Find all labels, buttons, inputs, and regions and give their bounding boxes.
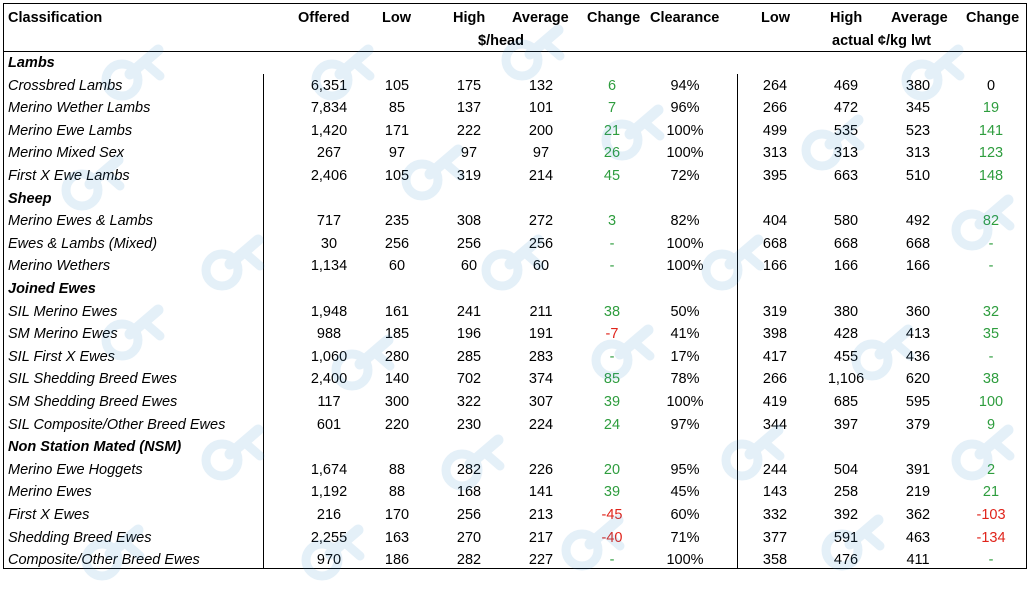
cell-high: 322 bbox=[456, 394, 482, 410]
cell-high2: 428 bbox=[833, 326, 859, 343]
cell-low2: 244 bbox=[762, 461, 788, 478]
header-clearance: Clearance bbox=[650, 10, 720, 26]
row-label: Shedding Breed Ewes bbox=[8, 529, 152, 546]
section-heading: Lambs bbox=[8, 55, 55, 71]
cell-high2: 455 bbox=[833, 348, 859, 365]
cell-change2: 123 bbox=[978, 145, 1004, 162]
cell-clearance: 100% bbox=[666, 145, 704, 162]
cell-change2: 38 bbox=[982, 371, 1000, 388]
cell-high: 196 bbox=[456, 326, 482, 343]
cell-change2: 141 bbox=[978, 122, 1004, 139]
cell-average: 283 bbox=[528, 348, 554, 365]
cell-clearance: 100% bbox=[666, 122, 704, 139]
cell-average: 374 bbox=[528, 371, 554, 388]
cell-change: 21 bbox=[603, 122, 621, 139]
cell-change2: 21 bbox=[982, 484, 1000, 501]
cell-low2: 417 bbox=[762, 348, 788, 365]
row-label: SM Shedding Breed Ewes bbox=[8, 394, 178, 410]
cell-offered: 30 bbox=[320, 235, 338, 252]
cell-change2: 148 bbox=[978, 168, 1004, 184]
cell-change: 20 bbox=[603, 461, 621, 478]
cell-offered: 1,948 bbox=[310, 303, 348, 320]
cell-offered: 1,420 bbox=[310, 122, 348, 139]
cell-offered: 216 bbox=[316, 507, 342, 523]
cell-change: - bbox=[609, 235, 615, 252]
header-divider bbox=[3, 51, 1027, 52]
cell-change2: 2 bbox=[986, 461, 996, 478]
cell-clearance: 100% bbox=[666, 235, 704, 252]
header-low-kg: Low bbox=[761, 10, 790, 26]
cell-offered: 1,060 bbox=[310, 348, 348, 365]
cell-change: 3 bbox=[607, 213, 617, 230]
row-label: SIL Merino Ewes bbox=[8, 303, 118, 320]
cell-average2: 463 bbox=[905, 529, 931, 546]
cell-offered: 970 bbox=[316, 552, 342, 569]
cell-high: 702 bbox=[456, 371, 482, 388]
cell-high: 222 bbox=[456, 122, 482, 139]
cell-low: 88 bbox=[388, 484, 406, 501]
cell-low2: 398 bbox=[762, 326, 788, 343]
cell-low2: 332 bbox=[762, 507, 788, 523]
cell-low2: 266 bbox=[762, 371, 788, 388]
cell-offered: 1,134 bbox=[310, 258, 348, 275]
cell-low2: 166 bbox=[762, 258, 788, 275]
cell-low: 300 bbox=[384, 394, 410, 410]
cell-high: 137 bbox=[456, 100, 482, 117]
cell-high: 168 bbox=[456, 484, 482, 501]
row-label: Ewes & Lambs (Mixed) bbox=[8, 235, 158, 252]
column-divider-left bbox=[263, 74, 264, 568]
cell-high: 241 bbox=[456, 303, 482, 320]
header-average-kg: Average bbox=[891, 10, 948, 26]
unit-per-kg: actual ¢/kg lwt bbox=[832, 33, 932, 49]
cell-low: 171 bbox=[384, 122, 410, 139]
cell-low2: 404 bbox=[762, 213, 788, 230]
cell-clearance: 71% bbox=[670, 529, 700, 546]
cell-high: 285 bbox=[456, 348, 482, 365]
cell-low: 60 bbox=[388, 258, 406, 275]
cell-clearance: 78% bbox=[670, 371, 700, 388]
cell-low2: 499 bbox=[762, 122, 788, 139]
cell-high2: 380 bbox=[833, 303, 859, 320]
cell-high2: 472 bbox=[833, 100, 859, 117]
cell-high: 282 bbox=[456, 461, 482, 478]
header-high-kg: High bbox=[830, 10, 863, 26]
header-change-kg: Change bbox=[966, 10, 1020, 26]
header-change: Change bbox=[587, 10, 641, 26]
row-label: First X Ewes bbox=[8, 507, 90, 523]
cell-average2: 380 bbox=[905, 77, 931, 94]
cell-offered: 117 bbox=[317, 394, 341, 410]
cell-average: 213 bbox=[528, 507, 554, 523]
cell-high2: 663 bbox=[833, 168, 859, 184]
cell-offered: 1,192 bbox=[310, 484, 348, 501]
cell-high: 270 bbox=[456, 529, 482, 546]
cell-high: 60 bbox=[460, 258, 478, 275]
cell-clearance: 82% bbox=[670, 213, 700, 230]
cell-clearance: 100% bbox=[666, 394, 704, 410]
cell-low: 163 bbox=[384, 529, 410, 546]
row-label: Crossbred Lambs bbox=[8, 77, 123, 94]
cell-change: 39 bbox=[603, 394, 621, 410]
cell-average2: 391 bbox=[905, 461, 931, 478]
cell-offered: 6,351 bbox=[310, 77, 348, 94]
cell-high: 230 bbox=[456, 416, 482, 433]
cell-low: 105 bbox=[384, 168, 410, 184]
cell-change: -40 bbox=[601, 529, 623, 546]
cell-low2: 419 bbox=[762, 394, 788, 410]
cell-change2: 82 bbox=[982, 213, 1000, 230]
cell-high: 97 bbox=[460, 145, 478, 162]
cell-low: 85 bbox=[388, 100, 406, 117]
row-label: Merino Mixed Sex bbox=[8, 145, 125, 162]
header-high: High bbox=[453, 10, 486, 26]
cell-clearance: 50% bbox=[670, 303, 700, 320]
cell-clearance: 95% bbox=[670, 461, 700, 478]
cell-low: 220 bbox=[384, 416, 410, 433]
cell-low: 170 bbox=[384, 507, 410, 523]
cell-average2: 166 bbox=[905, 258, 931, 275]
cell-low: 97 bbox=[388, 145, 406, 162]
cell-average2: 413 bbox=[905, 326, 931, 343]
cell-low2: 344 bbox=[762, 416, 788, 433]
cell-low: 140 bbox=[384, 371, 410, 388]
row-label: Merino Ewes bbox=[8, 484, 92, 501]
cell-offered: 988 bbox=[316, 326, 342, 343]
cell-high: 256 bbox=[456, 507, 482, 523]
cell-high2: 397 bbox=[833, 416, 859, 433]
cell-average: 211 bbox=[529, 303, 553, 320]
cell-low2: 143 bbox=[762, 484, 788, 501]
cell-change: 7 bbox=[607, 100, 617, 117]
cell-change2: - bbox=[988, 552, 994, 569]
cell-clearance: 41% bbox=[670, 326, 700, 343]
cell-clearance: 60% bbox=[670, 507, 700, 523]
cell-clearance: 72% bbox=[670, 168, 700, 184]
cell-change2: 19 bbox=[982, 100, 1000, 117]
cell-average2: 313 bbox=[905, 145, 931, 162]
cell-clearance: 45% bbox=[670, 484, 700, 501]
cell-change: - bbox=[609, 552, 615, 569]
cell-low: 88 bbox=[388, 461, 406, 478]
row-label: First X Ewe Lambs bbox=[8, 168, 130, 184]
cell-offered: 717 bbox=[316, 213, 342, 230]
cell-high2: 166 bbox=[833, 258, 859, 275]
cell-average: 132 bbox=[528, 77, 554, 94]
cell-average: 224 bbox=[528, 416, 554, 433]
cell-clearance: 17% bbox=[670, 348, 700, 365]
cell-clearance: 97% bbox=[670, 416, 700, 433]
section-heading: Joined Ewes bbox=[8, 281, 96, 297]
cell-low2: 668 bbox=[762, 235, 788, 252]
header-low: Low bbox=[382, 10, 411, 26]
cell-high: 282 bbox=[456, 552, 482, 569]
cell-change: 85 bbox=[603, 371, 621, 388]
cell-average2: 362 bbox=[905, 507, 931, 523]
cell-average: 214 bbox=[528, 168, 554, 184]
header-average: Average bbox=[512, 10, 569, 26]
cell-offered: 2,255 bbox=[310, 529, 348, 546]
unit-per-head: $/head bbox=[478, 33, 524, 49]
cell-high: 308 bbox=[456, 213, 482, 230]
cell-low2: 377 bbox=[762, 529, 788, 546]
section-heading: Sheep bbox=[8, 190, 52, 207]
cell-average2: 345 bbox=[905, 100, 931, 117]
cell-change: 26 bbox=[603, 145, 621, 162]
row-label: SIL First X Ewes bbox=[8, 348, 115, 365]
cell-high: 319 bbox=[456, 168, 482, 184]
cell-high2: 392 bbox=[833, 507, 859, 523]
cell-average: 101 bbox=[528, 100, 554, 117]
cell-change: - bbox=[609, 258, 615, 275]
cell-offered: 2,400 bbox=[310, 371, 348, 388]
cell-clearance: 100% bbox=[666, 552, 704, 569]
section-heading: Non Station Mated (NSM) bbox=[8, 439, 182, 456]
cell-high: 256 bbox=[456, 235, 482, 252]
row-label: SM Merino Ewes bbox=[8, 326, 118, 343]
cell-average: 141 bbox=[528, 484, 554, 501]
cell-average: 200 bbox=[528, 122, 554, 139]
cell-average: 191 bbox=[528, 326, 554, 343]
cell-low2: 264 bbox=[762, 77, 788, 94]
cell-average2: 379 bbox=[905, 416, 931, 433]
cell-low: 105 bbox=[384, 77, 410, 94]
cell-high2: 313 bbox=[833, 145, 859, 162]
cell-average2: 219 bbox=[905, 484, 931, 501]
cell-offered: 1,674 bbox=[310, 461, 348, 478]
cell-low2: 395 bbox=[762, 168, 788, 184]
cell-average: 227 bbox=[528, 552, 554, 569]
header-offered: Offered bbox=[298, 10, 350, 26]
cell-low: 161 bbox=[384, 303, 410, 320]
cell-low2: 358 bbox=[762, 552, 788, 569]
cell-high2: 685 bbox=[833, 394, 859, 410]
header-classification: Classification bbox=[8, 10, 103, 26]
cell-change: - bbox=[609, 348, 615, 365]
row-label: SIL Composite/Other Breed Ewes bbox=[8, 416, 226, 433]
cell-average2: 411 bbox=[906, 552, 930, 569]
cell-change2: 100 bbox=[978, 394, 1004, 410]
cell-offered: 267 bbox=[316, 145, 342, 162]
cell-change2: 32 bbox=[982, 303, 1000, 320]
cell-average: 226 bbox=[528, 461, 554, 478]
cell-high2: 668 bbox=[833, 235, 859, 252]
cell-change2: 9 bbox=[986, 416, 996, 433]
cell-change: 6 bbox=[607, 77, 617, 94]
cell-average2: 436 bbox=[905, 348, 931, 365]
cell-high2: 476 bbox=[833, 552, 859, 569]
cell-change2: - bbox=[988, 235, 994, 252]
row-label: Merino Wether Lambs bbox=[8, 100, 151, 117]
cell-low: 280 bbox=[384, 348, 410, 365]
row-label: Composite/Other Breed Ewes bbox=[8, 552, 200, 569]
cell-average2: 668 bbox=[905, 235, 931, 252]
cell-high: 175 bbox=[456, 77, 482, 94]
cell-low2: 319 bbox=[762, 303, 788, 320]
cell-low2: 313 bbox=[762, 145, 788, 162]
cell-high2: 591 bbox=[833, 529, 859, 546]
cell-low2: 266 bbox=[762, 100, 788, 117]
cell-change: -45 bbox=[601, 507, 623, 523]
cell-high2: 580 bbox=[833, 213, 859, 230]
row-label: Merino Ewe Hoggets bbox=[8, 461, 143, 478]
cell-average: 272 bbox=[528, 213, 554, 230]
cell-change: 38 bbox=[603, 303, 621, 320]
row-label: Merino Ewes & Lambs bbox=[8, 213, 154, 230]
cell-average: 256 bbox=[528, 235, 554, 252]
cell-average2: 492 bbox=[905, 213, 931, 230]
cell-low: 186 bbox=[384, 552, 410, 569]
cell-average2: 360 bbox=[905, 303, 931, 320]
cell-change2: 0 bbox=[986, 77, 996, 94]
cell-clearance: 94% bbox=[670, 77, 700, 94]
cell-offered: 7,834 bbox=[310, 100, 348, 117]
cell-high2: 535 bbox=[833, 122, 859, 139]
cell-low: 235 bbox=[384, 213, 410, 230]
cell-change: 24 bbox=[603, 416, 621, 433]
cell-average2: 523 bbox=[905, 122, 931, 139]
cell-change2: -134 bbox=[976, 529, 1006, 546]
cell-change2: 35 bbox=[982, 326, 1000, 343]
cell-change2: -103 bbox=[976, 507, 1006, 523]
cell-low: 256 bbox=[384, 235, 410, 252]
cell-change: 39 bbox=[603, 484, 621, 501]
cell-low: 185 bbox=[384, 326, 410, 343]
row-label: SIL Shedding Breed Ewes bbox=[8, 371, 178, 388]
cell-change2: - bbox=[988, 258, 994, 275]
cell-high2: 1,106 bbox=[827, 371, 865, 388]
cell-change: -7 bbox=[605, 326, 619, 343]
cell-offered: 601 bbox=[316, 416, 342, 433]
cell-average2: 510 bbox=[905, 168, 931, 184]
cell-average: 97 bbox=[532, 145, 550, 162]
cell-change: 45 bbox=[603, 168, 621, 184]
row-label: Merino Wethers bbox=[8, 258, 111, 275]
cell-average2: 620 bbox=[905, 371, 931, 388]
cell-average2: 595 bbox=[905, 394, 931, 410]
cell-change2: - bbox=[988, 348, 994, 365]
cell-high2: 469 bbox=[833, 77, 859, 94]
row-label: Merino Ewe Lambs bbox=[8, 122, 133, 139]
cell-average: 217 bbox=[528, 529, 554, 546]
cell-average: 307 bbox=[528, 394, 554, 410]
cell-average: 60 bbox=[532, 258, 550, 275]
cell-clearance: 100% bbox=[666, 258, 704, 275]
cell-clearance: 96% bbox=[670, 100, 700, 117]
cell-offered: 2,406 bbox=[310, 168, 348, 184]
cell-high2: 258 bbox=[833, 484, 859, 501]
cell-high2: 504 bbox=[833, 461, 859, 478]
